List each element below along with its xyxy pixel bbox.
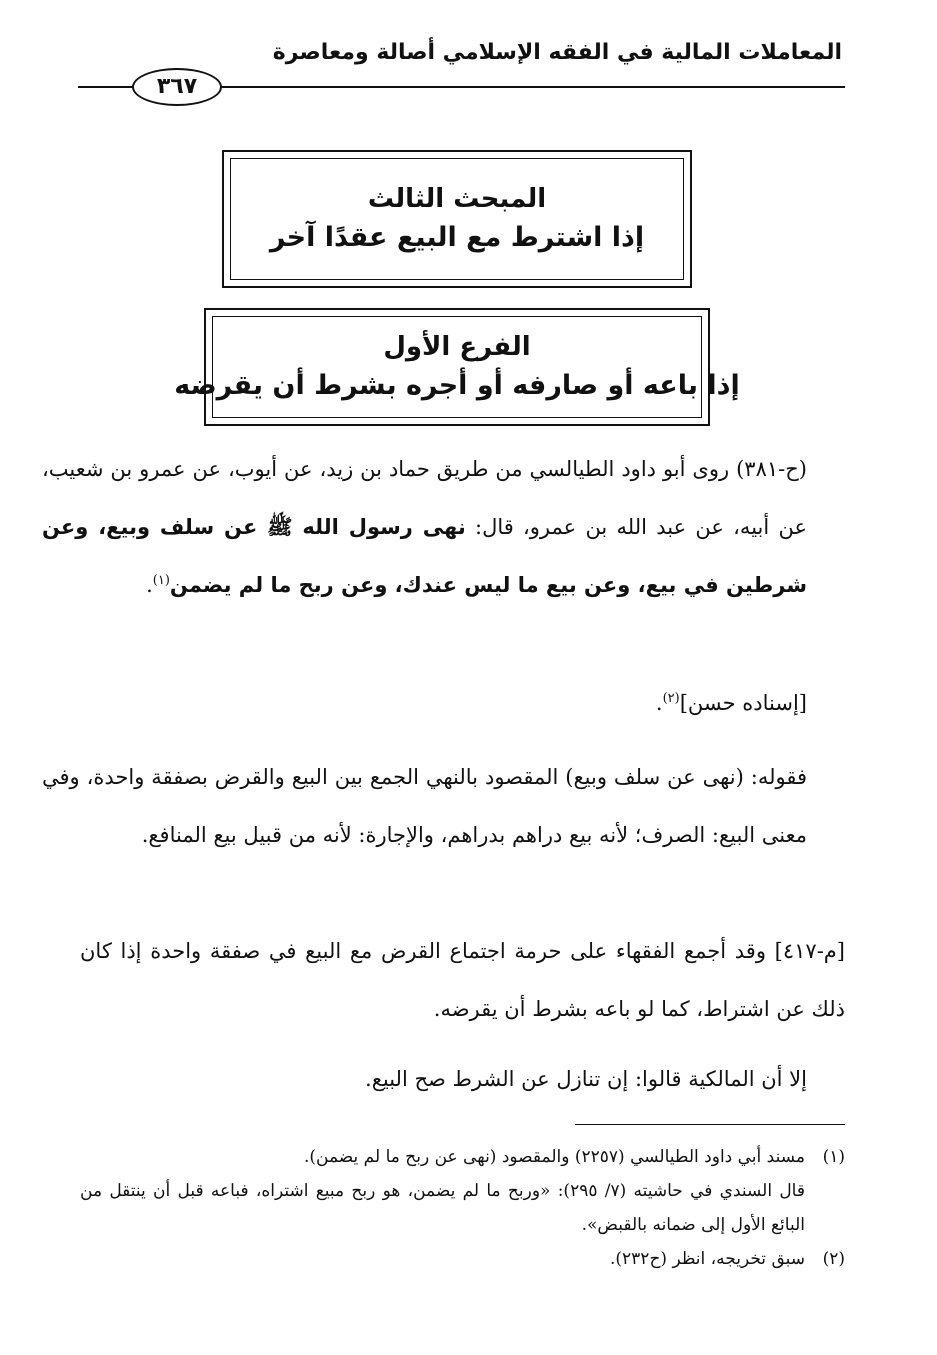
section-heading-inner-frame: [230, 158, 684, 280]
page-number: ٣٦٧: [132, 68, 222, 106]
section-heading-box: [222, 150, 692, 288]
explanation-paragraph: فقوله: (نهى عن سلف وبيع) المقصود بالنهي الجمع بين البيع والقرض بصفقة واحدة، وفي معنى البيع: الصرف؛ لأنه بيع دراهم بدراهم، والإجارة: لأنه من قبيل بيع المنافع.: [42, 765, 807, 847]
footnote-text: مسند أبي داود الطيالسي (٢٢٥٧) والمقصود (نهى عن ربح ما لم يضمن).: [303, 1147, 805, 1167]
branch-heading-box: [174, 308, 740, 426]
grading-paragraph: [42, 674, 845, 732]
grading-text: [إسناده حسن]: [679, 691, 807, 715]
footnote-1-continuation: قال السندي في حاشيته (٧/ ٢٩٥): «وربح ما لم يضمن، هو ربح مبيع اشتراه، فباعه قبل أن ينتقل من البائع الأول إلى ضمانه بالقبض».: [80, 1181, 805, 1235]
running-title: المعاملات المالية في الفقه الإسلامي أصالة ومعاصرة: [272, 40, 842, 65]
footnotes: [80, 1140, 845, 1276]
footnote-2: [80, 1242, 845, 1276]
footnote-text: سبق تخريجه، انظر (ح٢٣٢).: [610, 1249, 805, 1269]
hadith-paragraph: [42, 440, 845, 614]
maliki-paragraph: إلا أن المالكية قالوا: إن تنازل عن الشرط صح البيع.: [365, 1067, 807, 1091]
grading-end: .: [655, 691, 663, 715]
issue-text: وقد أجمع الفقهاء على حرمة اجتماع القرض مع البيع في صفقة واحدة إذا كان ذلك عن اشتراط، كما لو باعه بشرط أن يقرضه.: [80, 939, 845, 1021]
hadith-text: نهى رسول الله ﷺ عن سلف وبيع، وعن شرطين في بيع، وعن بيع ما ليس عندك، وعن ربح ما لم يضمن: [42, 515, 807, 597]
section-title: المبحث الثالث: [367, 183, 547, 214]
footnote-marker-2[interactable]: (٢): [662, 691, 680, 706]
branch-heading-inner-frame: [174, 316, 740, 418]
footnote-marker-1[interactable]: (١): [152, 573, 170, 588]
hadith-end: .: [146, 573, 153, 597]
section-subtitle: إذا اشترط مع البيع عقدًا آخر: [269, 222, 645, 254]
branch-title: الفرع الأول: [383, 331, 531, 362]
issue-paragraph: [80, 922, 845, 1038]
hadith-chain: روى أبو داود الطيالسي من طريق حماد بن زيد، عن أيوب، عن عمرو بن شعيب، عن أبيه، عن عبد الله بن عمرو، قال:: [42, 457, 807, 539]
footnote-1: [80, 1140, 845, 1174]
footnote-number: (٢): [822, 1249, 845, 1269]
footnote-number: (١): [822, 1147, 845, 1167]
hadith-reference: (ح-٣٨١): [736, 457, 807, 481]
footnote-separator: [575, 1124, 845, 1125]
issue-reference: [م-٤١٧]: [774, 939, 845, 963]
branch-subtitle: إذا باعه أو صارفه أو أجره بشرط أن يقرضه: [174, 370, 740, 402]
